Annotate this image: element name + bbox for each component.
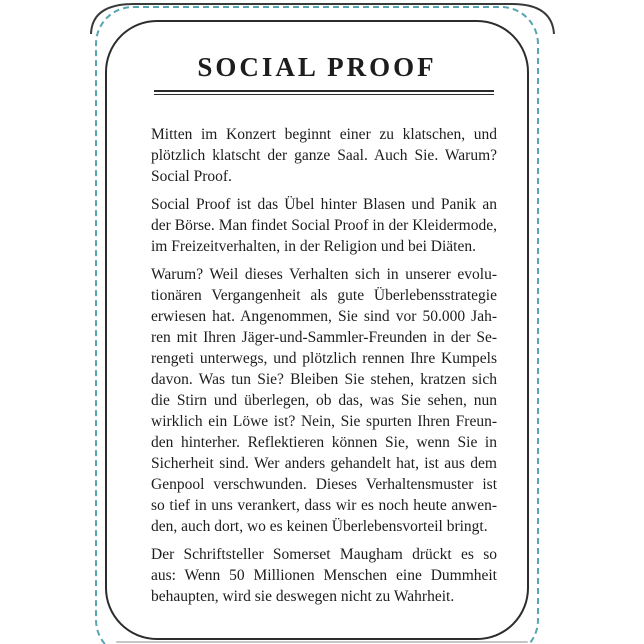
- text-line: aus: Wenn 50 Millionen Menschen eine Dummheit: [151, 566, 497, 584]
- card-body: [151, 124, 497, 607]
- text-line: Sicherheit sind. Wer anders gehandelt hat, ist aus dem: [151, 454, 497, 472]
- card-title: SOCIAL PROOF: [197, 52, 437, 82]
- text-line: der Börse. Man findet Social Proof in der Kleidermode,: [151, 216, 497, 234]
- text-line: Mitten im Konzert beginnt einer zu klatschen, und: [151, 125, 497, 143]
- paragraph: [151, 544, 497, 607]
- text-line: den, auch dort, wo es keinen Überlebensvorteil bringt.: [151, 517, 488, 535]
- text-line: im Freizeitverhalten, in der Religion und bei Diäten.: [151, 237, 476, 255]
- paragraph: [151, 124, 497, 187]
- text-line: plötzlich klatscht der ganze Saal. Auch Sie. Warum?: [151, 146, 497, 164]
- text-line: rengeti unterwegs, und plötzlich rennen Ihre Kumpels: [151, 349, 497, 367]
- card: [105, 20, 529, 640]
- text-line: wirklich ein Löwe ist? Nein, Sie spurten Ihren Freun-: [151, 412, 497, 430]
- text-line: Warum? Weil dieses Verhalten sich in unserer evolu-: [151, 265, 497, 283]
- text-line: Der Schriftsteller Somerset Maugham drückt es so: [151, 545, 497, 563]
- text-line: behaupten, wird sie deswegen nicht zu Wahrheit.: [151, 587, 455, 605]
- text-line: tionären Vergangenheit als gute Überlebensstrategie: [151, 286, 497, 304]
- text-line: Social Proof ist das Übel hinter Blasen und Panik an: [151, 195, 497, 213]
- text-line: den hinterher. Reflektieren können Sie, wenn Sie in: [151, 433, 497, 451]
- text-line: erwiesen hat. Angenommen, Sie sind vor 50.000 Jah-: [151, 307, 497, 325]
- text-line: Social Proof.: [151, 167, 232, 185]
- text-line: so tief in uns verankert, dass wir es noch heute anwen-: [151, 496, 497, 514]
- next-card-edge: [116, 641, 528, 643]
- text-line: Genpool verschwunden. Dieses Verhaltensmuster ist: [151, 475, 497, 493]
- paragraph: [151, 264, 497, 537]
- paragraph: [151, 194, 497, 257]
- text-line: davon. Was tun Sie? Bleiben Sie stehen, kratzen sich: [151, 370, 497, 388]
- title-rule: [154, 90, 494, 95]
- text-line: ren mit Ihren Jäger-und-Sammler-Freunden in der Se-: [151, 328, 497, 346]
- text-line: die Stirn und überlegen, ob das, was Sie sehen, nun: [151, 391, 497, 409]
